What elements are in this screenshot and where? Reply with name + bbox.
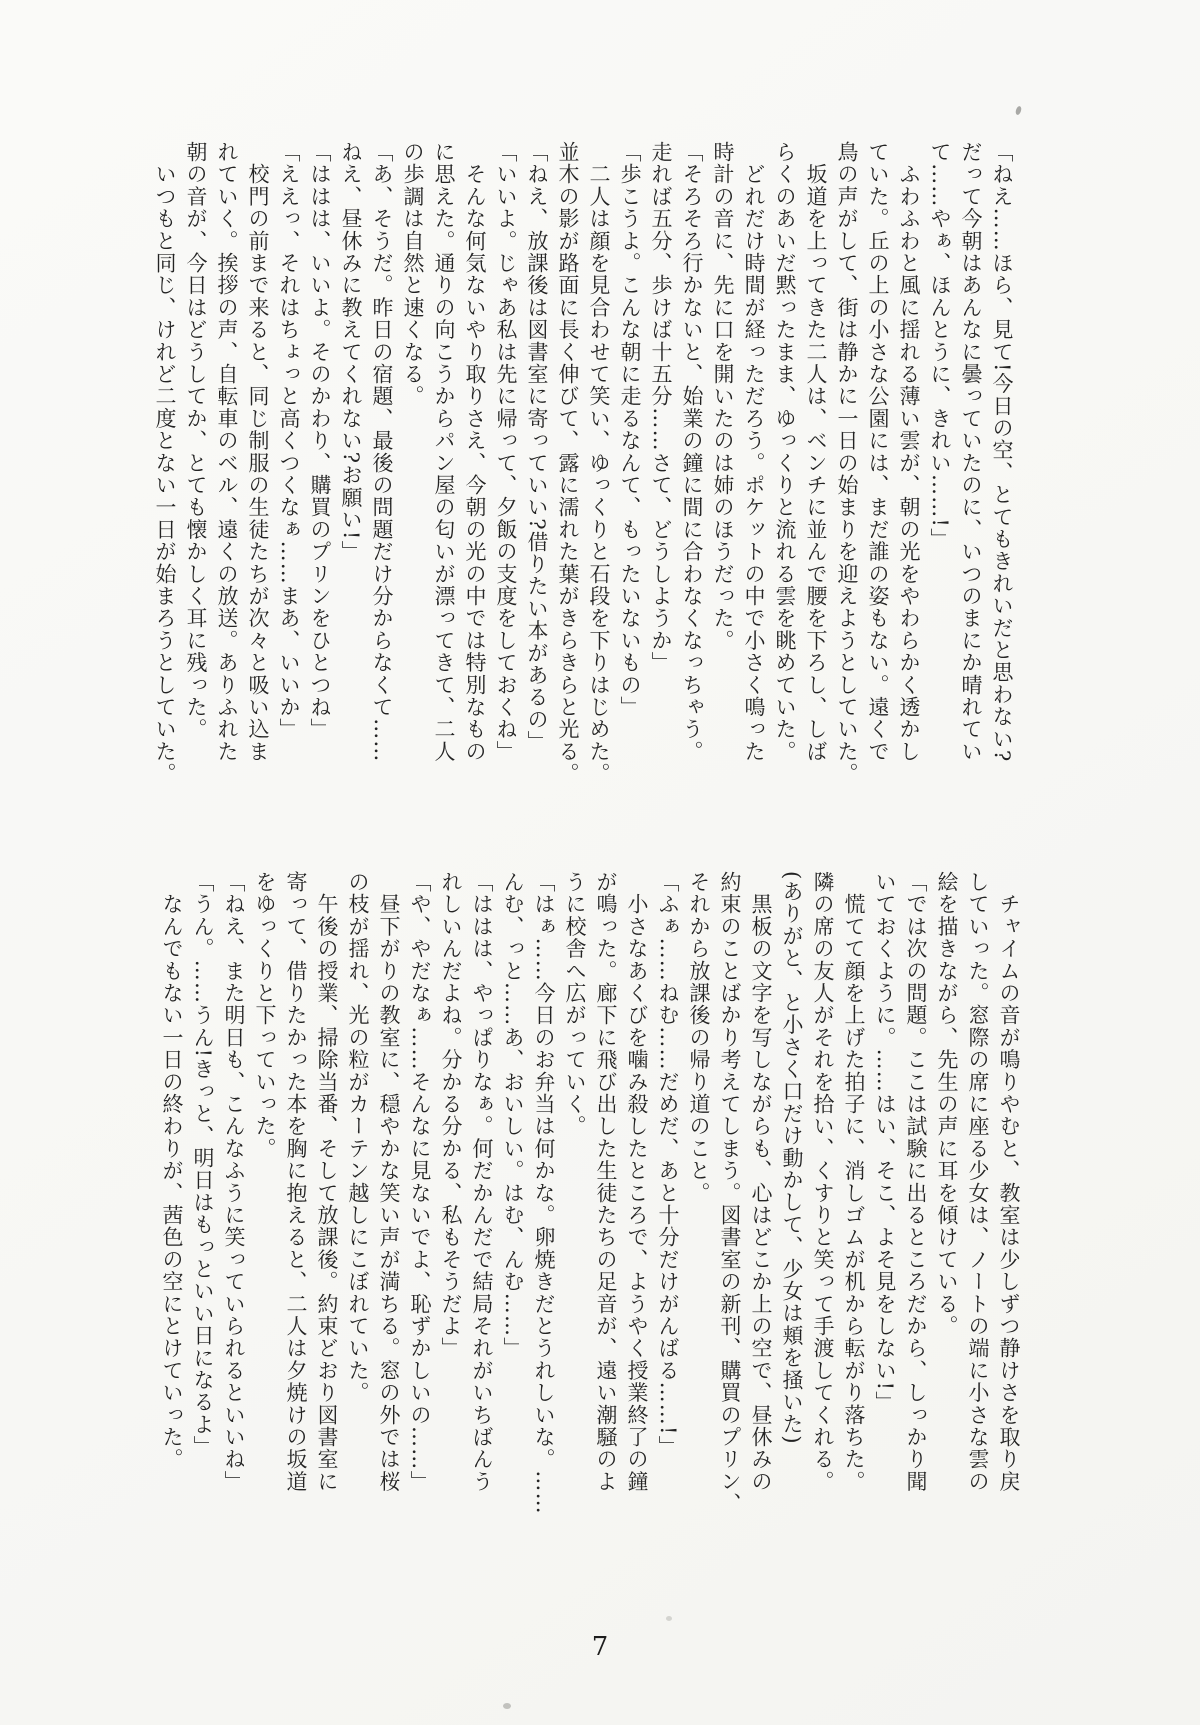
text-column: 「ははは、やっぱりなぁ。何だかんだで結局それがいちばんう xyxy=(470,871,494,1493)
text-column: それから放課後の帰り道のこと。 xyxy=(687,871,711,1204)
text-column: そんな何気ないやり取りさえ、今朝の光の中では特別なもの xyxy=(463,141,487,763)
text-column: 「そろそろ行かないと、始業の鐘に間に合わなくなっちゃう。 xyxy=(680,141,704,763)
text-column: に思えた。通りの向こうからパン屋の匂いが漂ってきて、二人 xyxy=(432,141,456,763)
text-block-lower xyxy=(143,871,1020,1555)
text-block-upper xyxy=(145,141,1013,824)
text-column: れていく。挨拶の声、自転車のベル、遠くの放送。ありふれた xyxy=(215,141,239,763)
text-column: 「歩こうよ。こんな朝に走るなんて、もったいないもの」 xyxy=(618,141,642,719)
text-column: をゆっくりと下っていった。 xyxy=(253,871,277,1160)
text-column: 「あ、そうだ。昨日の宿題、最後の問題だけ分からなくて…… xyxy=(370,141,394,763)
text-column: 「や、やだなぁ……そんなに見ないでよ、恥ずかしいの……」 xyxy=(408,871,432,1493)
text-column: 「ねえ、また明日も、こんなふうに笑っていられるといいね」 xyxy=(222,871,246,1493)
text-column: 「ねえ……ほら、見て!今日の空、とてもきれいだと思わない? xyxy=(990,141,1014,763)
text-column: 隣の席の友人がそれを拾い、くすりと笑って手渡してくれる。 xyxy=(811,871,835,1493)
text-column: 約束のことばかり考えてしまう。図書室の新刊、購買のプリン、 xyxy=(718,871,742,1515)
text-column: いておくように。……はい、そこ、よそ見をしない!」 xyxy=(873,871,897,1414)
text-column: 坂道を上ってきた二人は、ベンチに並んで腰を下ろし、しば xyxy=(804,141,828,763)
scan-speck xyxy=(1015,105,1023,115)
text-column: 「ねえ、放課後は図書室に寄っていい?借りたい本があるの」 xyxy=(525,141,549,753)
text-column: て……やぁ、ほんとうに、きれい……!」 xyxy=(928,141,952,551)
text-column: が鳴った。廊下に飛び出した生徒たちの足音が、遠い潮騒のよ xyxy=(594,871,618,1493)
text-column: チャイムの音が鳴りやむと、教室は少しずつ静けさを取り戻 xyxy=(997,871,1021,1493)
text-column: していった。窓際の席に座る少女は、ノートの端に小さな雲の xyxy=(966,871,990,1493)
text-column: 時計の音に、先に口を開いたのは姉のほうだった。 xyxy=(711,141,735,652)
text-column: だって今朝はあんなに曇っていたのに、いつのまにか晴れてい xyxy=(959,141,983,763)
text-column: なんでもない一日の終わりが、茜色の空にとけていった。 xyxy=(160,871,184,1471)
text-column: うに校舎へ広がっていく。 xyxy=(563,871,587,1138)
text-column: ていた。丘の上の小さな公園には、まだ誰の姿もない。遠くで xyxy=(866,141,890,763)
text-column: 「はぁ……今日のお弁当は何かな。卵焼きだとうれしいな。…… xyxy=(532,871,556,1515)
text-column: 昼下がりの教室に、穏やかな笑い声が満ちる。窓の外では桜 xyxy=(377,871,401,1493)
text-column: どれだけ時間が経っただろう。ポケットの中で小さく鳴った xyxy=(742,141,766,763)
text-column: 校門の前まで来ると、同じ制服の生徒たちが次々と吸い込ま xyxy=(246,141,270,763)
text-column: 朝の音が、今日はどうしてか、とても懐かしく耳に残った。 xyxy=(184,141,208,741)
page-number: 7 xyxy=(591,1632,609,1662)
text-column: 小さなあくびを噛み殺したところで、ようやく授業終了の鐘 xyxy=(625,871,649,1493)
text-column: 「ええっ、それはちょっと高くつくなぁ……まあ、いいか」 xyxy=(277,141,301,741)
text-column: 並木の影が路面に長く伸びて、露に濡れた葉がきらきらと光る。 xyxy=(556,141,580,785)
text-column: 午後の授業、掃除当番、そして放課後。約束どおり図書室に xyxy=(315,871,339,1493)
text-column: んむ、っと……あ、おいしい。はむ、んむ……」 xyxy=(501,871,525,1360)
text-column: ふわふわと風に揺れる薄い雲が、朝の光をやわらかく透かし xyxy=(897,141,921,763)
text-column: 二人は顔を見合わせて笑い、ゆっくりと石段を下りはじめた。 xyxy=(587,141,611,785)
text-column: らくのあいだ黙ったまま、ゆっくりと流れる雲を眺めていた。 xyxy=(773,141,797,763)
text-column: 鳥の声がして、街は静かに一日の始まりを迎えようとしていた。 xyxy=(835,141,859,785)
text-column: の枝が揺れ、光の粒がカーテン越しにこぼれていた。 xyxy=(346,871,370,1404)
text-column: 走れば五分、歩けば十五分……さて、どうしようか」 xyxy=(649,141,673,674)
text-column: 「ははは、いいよ。そのかわり、購買のプリンをひとつね」 xyxy=(308,141,332,741)
scan-speck xyxy=(503,1703,511,1709)
text-column: の歩調は自然と速くなる。 xyxy=(401,141,425,408)
text-column: 「いいよ。じゃあ私は先に帰って、夕飯の支度をしておくね」 xyxy=(494,141,518,763)
text-column: 黒板の文字を写しながらも、心はどこか上の空で、昼休みの xyxy=(749,871,773,1493)
text-column: 「うん。……うん!きっと、明日はもっといい日になるよ」 xyxy=(191,871,215,1458)
text-column: ねえ、昼休みに教えてくれない?お願い!」 xyxy=(339,141,363,563)
text-column: 「ふぁ……ねむ……だめだ、あと十分だけがんばる……!」 xyxy=(656,871,680,1458)
text-column: (ありがと、と小さく口だけ動かして、少女は頬を掻いた) xyxy=(780,871,804,1445)
text-column: れしいんだよね。分かる分かる、私もそうだよ」 xyxy=(439,871,463,1360)
text-column: 慌てて顔を上げた拍子に、消しゴムが机から転がり落ちた。 xyxy=(842,871,866,1493)
text-column: 寄って、借りたかった本を胸に抱えると、二人は夕焼けの坂道 xyxy=(284,871,308,1493)
text-column: いつもと同じ、けれど二度とない一日が始まろうとしていた。 xyxy=(153,141,177,785)
text-column: 絵を描きながら、先生の声に耳を傾けている。 xyxy=(935,871,959,1338)
text-column: 「では次の問題。ここは試験に出るところだから、しっかり聞 xyxy=(904,871,928,1493)
scan-speck xyxy=(666,1616,672,1621)
